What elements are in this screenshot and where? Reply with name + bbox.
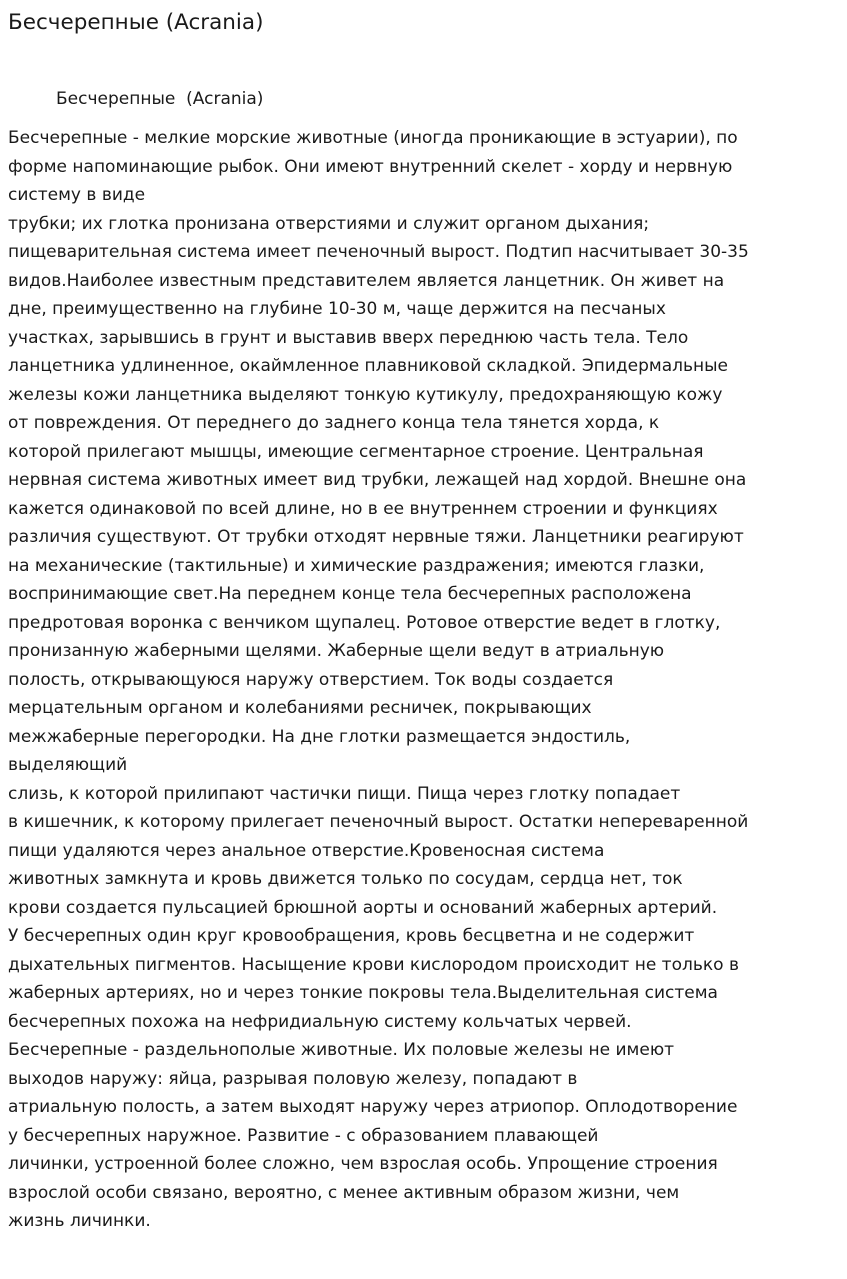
body-text-line: пронизанную жаберными щелями. Жаберные щели ведут в атриальную [8, 641, 665, 661]
body-text-line: от повреждения. От переднего до заднего конца тела тянется хорда, к [8, 413, 660, 433]
body-text-line: крови создается пульсацией брюшной аорты и оснований жаберных артерий. [8, 897, 718, 918]
body-text-line: выделяющий [8, 755, 128, 775]
body-text-line: кажется одинаковой по всей длине, но в ее внутреннем строении и функциях [8, 498, 718, 519]
body-text-line: атриальную полость, а затем выходят наружу через атриопор. Оплодотворение [8, 1097, 738, 1117]
body-text-line: дне, преимущественно на глубине 10-30 м, чаще держится на песчаных [8, 299, 666, 319]
body-text-line: видов.Наиболее известным представителем является ланцетник. Он живет на [8, 270, 725, 291]
body-text-line: которой прилегают мышцы, имеющие сегментарное строение. Центральная [8, 441, 704, 462]
body-text-line: жизнь личинки. [8, 1211, 151, 1231]
body-text-line: пищи удаляются через анальное отверстие.Кровеносная система [8, 840, 605, 861]
body-text-line: животных замкнута и кровь движется только по сосудам, сердца нет, ток [8, 869, 683, 889]
page-title: Бесчерепные (Acrania) [8, 10, 264, 35]
body-text-line: пищеварительная система имеет печеночный вырост. Подтип насчитывает 30-35 [8, 242, 749, 262]
body-text-line: У бесчерепных один круг кровообращения, кровь бесцветна и не содержит [8, 926, 695, 946]
body-text-line: нервная система животных имеет вид трубки, лежащей над хордой. Внешне она [8, 470, 747, 490]
body-text-line: полость, открывающуюся наружу отверстием. Ток воды создается [8, 669, 614, 690]
body-text-line: межжаберные перегородки. На дне глотки размещается эндостиль, [8, 726, 631, 747]
body-text-line: форме напоминающие рыбок. Они имеют внутренний скелет - хорду и нервную [8, 156, 733, 177]
body-text-line: Бесчерепные - мелкие морские животные (иногда проникающие в эстуарии), по [8, 128, 738, 148]
body-text-line: ланцетника удлиненное, окаймленное плавниковой складкой. Эпидермальные [8, 356, 729, 376]
body-text-line: личинки, устроенной более сложно, чем взрослая особь. Упрощение строения [8, 1154, 718, 1174]
body-text-line: участках, зарывшись в грунт и выставив вверх переднюю часть тела. Тело [8, 327, 689, 348]
body-text-line: мерцательным органом и колебаниями ресничек, покрывающих [8, 698, 592, 718]
body-text-line: в кишечник, к которому прилегает печеночный вырост. Остатки непереваренной [8, 812, 749, 832]
body-text-line: жаберных артериях, но и через тонкие покровы тела.Выделительная система [8, 983, 718, 1003]
body-text-line: железы кожи ланцетника выделяют тонкую кутикулу, предохраняющую кожу [8, 384, 723, 405]
body-text-line: у бесчерепных наружное. Развитие - с образованием плавающей [8, 1125, 599, 1146]
body-text-line: дыхательных пигментов. Насыщение крови кислородом происходит не только в [8, 954, 739, 975]
article-subtitle: Бесчерепные (Acrania) [56, 89, 264, 109]
body-text-line: выходов наружу: яйца, разрывая половую железу, попадают в [8, 1068, 578, 1089]
body-text-line: трубки; их глотка пронизана отверстиями и служит органом дыхания; [8, 213, 650, 234]
body-text-line: взрослой особи связано, вероятно, с менее активным образом жизни, чем [8, 1182, 680, 1203]
body-text-line: бесчерепных похожа на нефридиальную систему кольчатых червей. [8, 1011, 632, 1032]
body-text-line: слизь, к которой прилипают частички пищи. Пища через глотку попадает [8, 783, 681, 804]
body-text-line: систему в виде [8, 185, 146, 205]
body-text-line: воспринимающие свет.На переднем конце тела бесчерепных расположена [8, 584, 692, 604]
body-text-line: различия существуют. От трубки отходят нервные тяжи. Ланцетники реагируют [8, 527, 744, 547]
article-body [8, 124, 843, 1236]
body-text-line: Бесчерепные - раздельнополые животные. Их половые железы не имеют [8, 1040, 675, 1060]
body-text-line: предротовая воронка с венчиком щупалец. Ротовое отверстие ведет в глотку, [8, 612, 721, 633]
body-text-line: на механические (тактильные) и химические раздражения; имеются глазки, [8, 555, 705, 576]
